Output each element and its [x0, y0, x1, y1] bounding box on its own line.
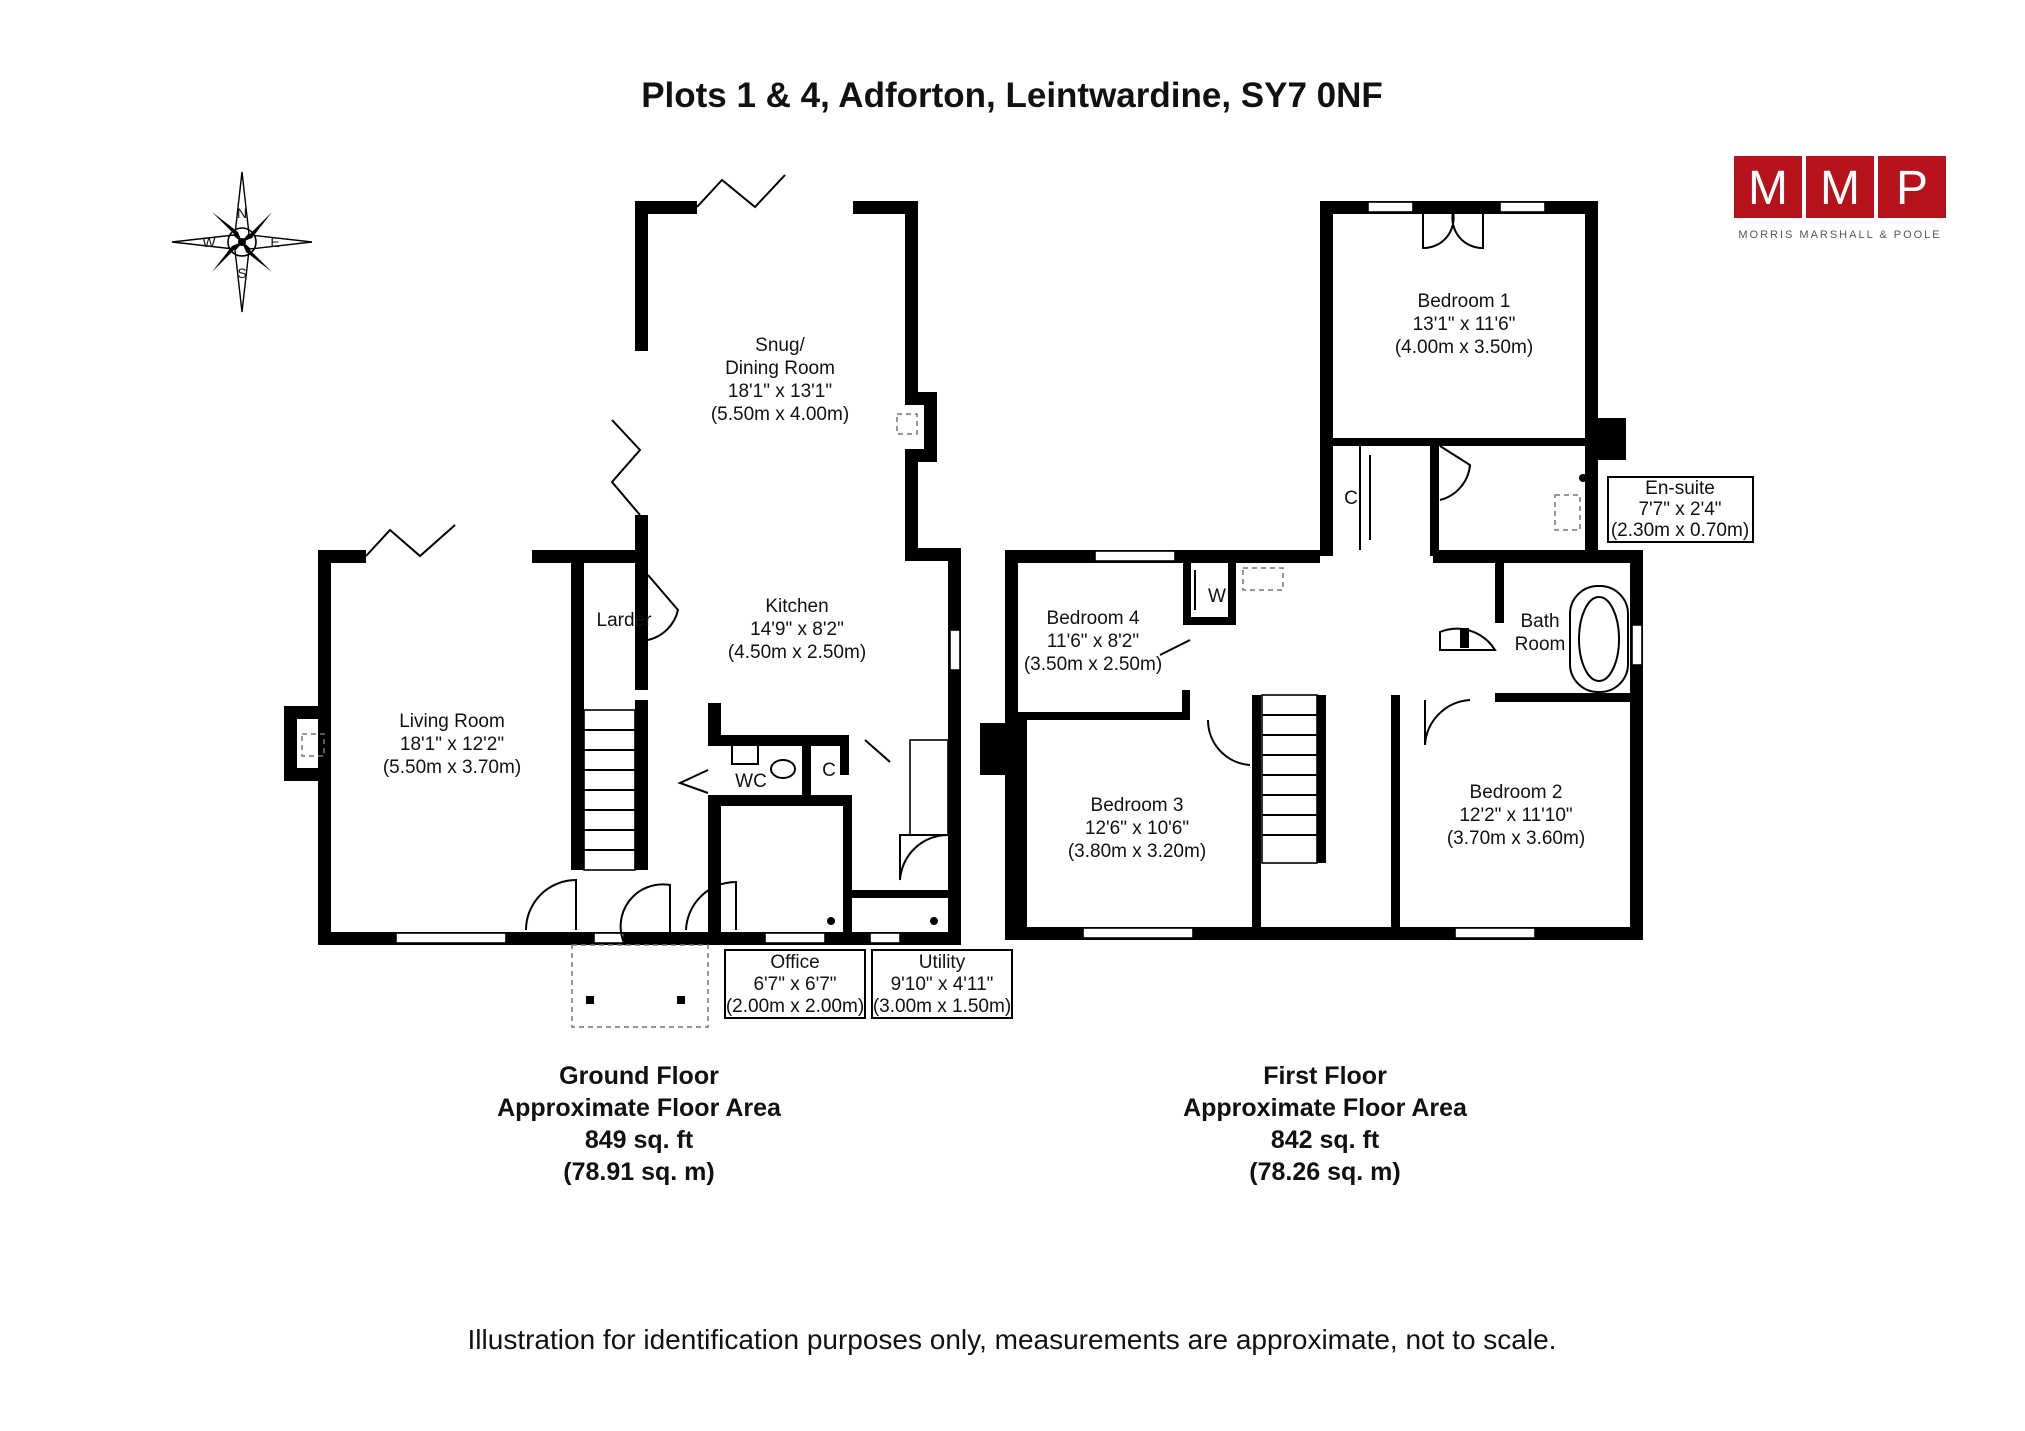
utility-dimensions-imperial: 9'10" x 4'11" — [890, 974, 994, 995]
office-label: Office — [770, 952, 820, 973]
bedroom3-label: Bedroom 3 — [1090, 795, 1184, 816]
utility-label: Utility — [918, 952, 966, 973]
compass-s: S — [237, 265, 247, 281]
bedroom4-dimensions-metric: (3.50m x 2.50m) — [1023, 654, 1163, 675]
logo-letter-2: M — [1820, 162, 1860, 215]
living-room-label: Living Room — [399, 711, 505, 732]
logo-letter-3: P — [1895, 162, 1929, 215]
first-floor-area-sqft: 842 sq. ft — [1270, 1126, 1380, 1154]
bedroom3-dimensions-metric: (3.80m x 3.20m) — [1067, 841, 1207, 862]
larder-label: Larder — [596, 610, 652, 631]
first-cupboard-label: C — [1344, 488, 1358, 509]
compass-e: E — [270, 234, 280, 250]
bedroom2-dimensions-metric: (3.70m x 3.60m) — [1446, 828, 1586, 849]
bathroom-label-2: Room — [1514, 634, 1566, 655]
ground-floor-area-label: Approximate Floor Area — [497, 1094, 781, 1122]
bedroom1-dimensions-metric: (4.00m x 3.50m) — [1394, 337, 1534, 358]
logo-tagline: MORRIS MARSHALL & POOLE — [1738, 229, 1942, 241]
kitchen-label: Kitchen — [765, 596, 829, 617]
first-floor-area-label: Approximate Floor Area — [1183, 1094, 1467, 1122]
ground-floor-area-sqft: 849 sq. ft — [584, 1126, 694, 1154]
ensuite-dimensions-imperial: 7'7" x 2'4" — [1638, 499, 1722, 520]
bedroom2-dimensions-imperial: 12'2" x 11'10" — [1459, 805, 1573, 826]
bedroom1-label: Bedroom 1 — [1417, 291, 1511, 312]
ensuite-label: En-suite — [1645, 478, 1715, 499]
bedroom2-label: Bedroom 2 — [1469, 782, 1563, 803]
bedroom4-label: Bedroom 4 — [1046, 608, 1140, 629]
snug-dimensions-metric: (5.50m x 4.00m) — [710, 404, 850, 425]
living-room-dimensions-metric: (5.50m x 3.70m) — [382, 757, 522, 778]
living-room-dimensions-imperial: 18'1" x 12'2" — [399, 734, 505, 755]
compass-n: N — [236, 205, 248, 221]
ground-floor-plan — [284, 175, 1012, 1027]
compass-rose-icon — [172, 172, 312, 312]
snug-label: Snug/ — [755, 335, 805, 356]
ground-cupboard-label: C — [822, 760, 836, 781]
office-dimensions-imperial: 6'7" x 6'7" — [753, 974, 837, 995]
bathroom-label: Bath — [1520, 611, 1560, 632]
first-floor-area-sqm: (78.26 sq. m) — [1249, 1158, 1401, 1186]
mmp-logo — [1734, 156, 1946, 241]
kitchen-dimensions-imperial: 14'9" x 8'2" — [750, 619, 844, 640]
wc-label: WC — [735, 771, 767, 792]
snug-name-2: Dining Room — [725, 358, 835, 379]
ground-floor-area-sqm: (78.91 sq. m) — [563, 1158, 715, 1186]
logo-letter-1: M — [1748, 162, 1788, 215]
first-floor-plan — [980, 201, 1753, 940]
utility-dimensions-metric: (3.00m x 1.50m) — [872, 996, 1012, 1017]
first-floor-caption: First Floor — [1263, 1062, 1387, 1090]
compass-w: W — [202, 234, 216, 250]
ensuite-dimensions-metric: (2.30m x 0.70m) — [1610, 520, 1750, 541]
office-dimensions-metric: (2.00m x 2.00m) — [725, 996, 865, 1017]
page-title: Plots 1 & 4, Adforton, Leintwardine, SY7 0NF — [641, 76, 1383, 115]
bedroom4-dimensions-imperial: 11'6" x 8'2" — [1046, 631, 1140, 652]
disclaimer: Illustration for identification purposes only, measurements are approximate, not to scale. — [467, 1324, 1557, 1355]
snug-dimensions-imperial: 18'1" x 13'1" — [727, 381, 833, 402]
ground-floor-caption: Ground Floor — [559, 1062, 719, 1090]
bedroom1-dimensions-imperial: 13'1" x 11'6" — [1412, 314, 1516, 335]
wardrobe-label: W — [1208, 586, 1226, 607]
kitchen-dimensions-metric: (4.50m x 2.50m) — [727, 642, 867, 663]
bedroom3-dimensions-imperial: 12'6" x 10'6" — [1084, 818, 1190, 839]
